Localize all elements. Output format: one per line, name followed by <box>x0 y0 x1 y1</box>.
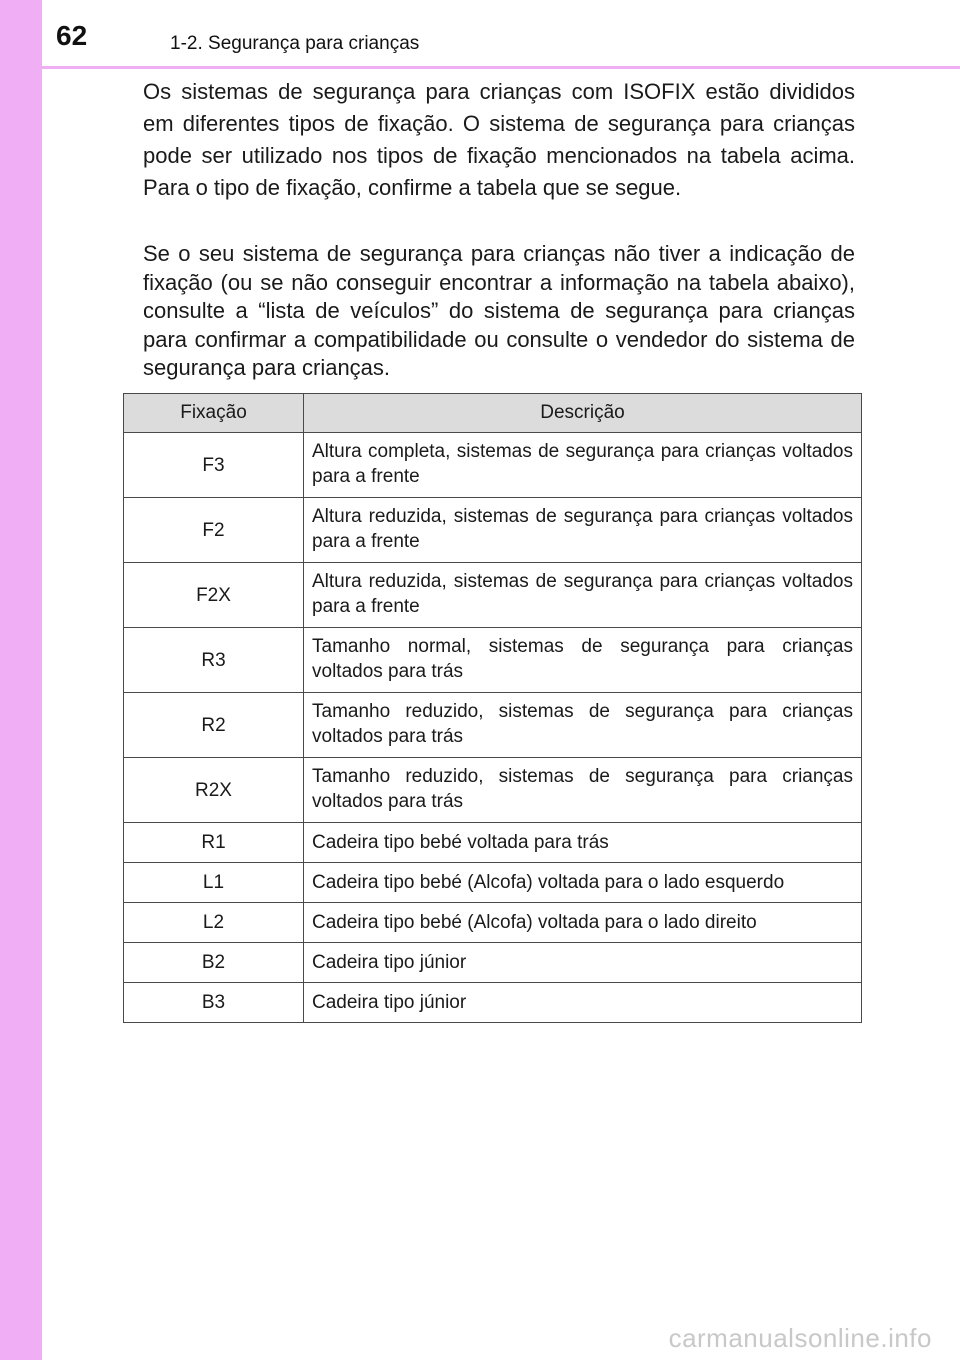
fixation-code: R2 <box>124 693 304 758</box>
table-row <box>124 758 862 823</box>
fixation-table <box>123 393 862 1023</box>
fixation-description: Altura reduzida, sistemas de segurança para crianças voltados para a frente <box>304 563 862 628</box>
fixation-description: Tamanho reduzido, sistemas de segurança para crianças voltados para trás <box>304 693 862 758</box>
fixation-description: Cadeira tipo júnior <box>304 983 862 1023</box>
fixation-code: F2 <box>124 498 304 563</box>
table-row <box>124 903 862 943</box>
table-row <box>124 863 862 903</box>
fixation-description: Cadeira tipo bebé voltada para trás <box>304 823 862 863</box>
fixation-description: Tamanho reduzido, sistemas de segurança para crianças voltados para trás <box>304 758 862 823</box>
table-header-row <box>124 394 862 433</box>
section-color-tab <box>0 0 42 1360</box>
fixation-code: R2X <box>124 758 304 823</box>
fixation-code: L1 <box>124 863 304 903</box>
table-row <box>124 693 862 758</box>
fixation-description: Cadeira tipo bebé (Alcofa) voltada para o lado esquerdo <box>304 863 862 903</box>
fixation-code: B3 <box>124 983 304 1023</box>
fixation-description: Tamanho normal, sistemas de segurança para crianças voltados para trás <box>304 628 862 693</box>
body-paragraph-2: Se o seu sistema de segurança para crianças não tiver a indicação de fixação (ou se não conseguir encontrar a informação na tabela abaixo), consulte a “lista de veículos” do sistema de segurança para crianças para confirmar a compatibilidade ou consulte o vendedor do sistema de segurança para crianças. <box>143 241 855 380</box>
table-row <box>124 433 862 498</box>
watermark: carmanualsonline.info <box>668 1323 932 1353</box>
table-row <box>124 563 862 628</box>
fixation-description: Altura reduzida, sistemas de segurança para crianças voltados para a frente <box>304 498 862 563</box>
fixation-description: Cadeira tipo bebé (Alcofa) voltada para o lado direito <box>304 903 862 943</box>
table-row <box>124 983 862 1023</box>
fixation-code: L2 <box>124 903 304 943</box>
table-row <box>124 498 862 563</box>
fixation-code: F3 <box>124 433 304 498</box>
header-divider <box>42 66 960 69</box>
column-header-fixation: Fixação <box>124 394 304 433</box>
fixation-code: F2X <box>124 563 304 628</box>
fixation-description: Altura completa, sistemas de segurança para crianças voltados para a frente <box>304 433 862 498</box>
table-row <box>124 823 862 863</box>
column-header-description: Descrição <box>304 394 862 433</box>
table-row <box>124 628 862 693</box>
page-number: 62 <box>56 20 88 51</box>
table-row <box>124 943 862 983</box>
fixation-code: R1 <box>124 823 304 863</box>
fixation-description: Cadeira tipo júnior <box>304 943 862 983</box>
body-paragraph-1: Os sistemas de segurança para crianças com ISOFIX estão divididos em diferentes tipos de fixação. O sistema de segurança para crianças pode ser utilizado nos tipos de fixação mencionados na tabela acima. Para o tipo de fixação, confirme a tabela que se segue. <box>143 79 855 200</box>
fixation-code: B2 <box>124 943 304 983</box>
section-title: 1-2. Segurança para crianças <box>170 33 420 54</box>
fixation-code: R3 <box>124 628 304 693</box>
